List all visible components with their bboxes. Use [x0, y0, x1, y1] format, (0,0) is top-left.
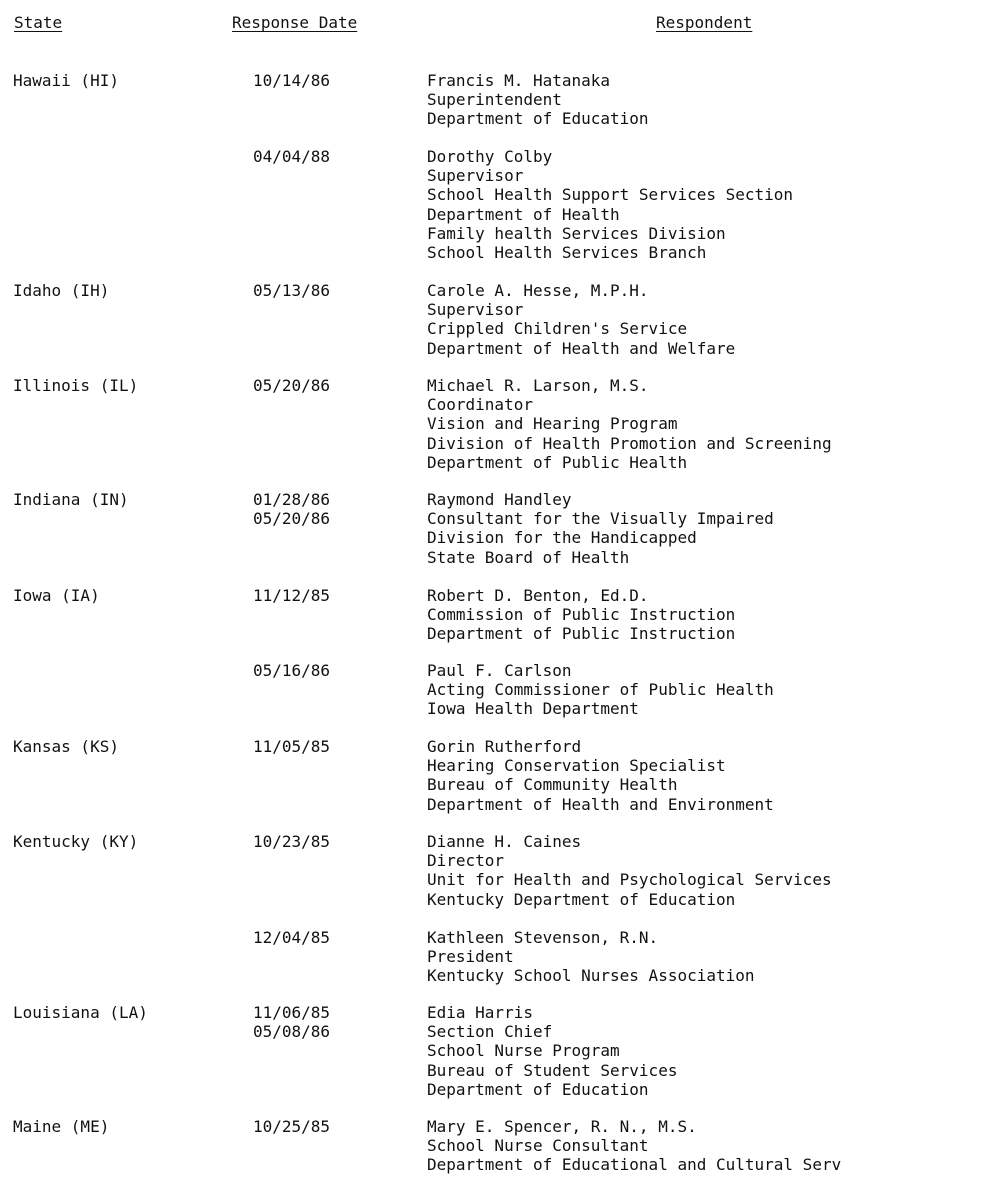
response-date: 05/16/86 [253, 661, 331, 680]
respondent-detail-line: Department of Education [427, 1079, 649, 1099]
response-dates [253, 376, 330, 395]
respondent-detail-line: Bureau of Community Health [427, 775, 678, 795]
respondent-detail-line: Division of Health Promotion and Screening [427, 433, 832, 453]
response-date: 05/08/86 [253, 1022, 331, 1042]
response-date: 04/04/88 [253, 147, 331, 166]
respondent-detail-line: Crippled Children's Service [427, 319, 688, 339]
respondent-detail-line: President [427, 947, 514, 967]
respondent-name: Gorin Rutherford [427, 737, 582, 756]
response-dates [253, 737, 330, 756]
respondent-detail-line: Supervisor [427, 166, 524, 186]
respondent-detail-line: Division for the Handicapped [427, 528, 697, 548]
response-date: 10/14/86 [253, 71, 331, 90]
response-date: 12/04/85 [253, 928, 331, 947]
respondent-block [427, 661, 867, 719]
state-name: Illinois (IL) [13, 376, 139, 395]
respondent-detail-line: Department of Public Instruction [427, 624, 736, 644]
response-dates [253, 928, 330, 947]
state-name: Hawaii (HI) [13, 71, 119, 90]
respondent-detail-line: Consultant for the Visually Impaired [427, 509, 774, 529]
respondent-detail-line: Family health Services Division [427, 223, 726, 243]
respondent-detail-line: Superintendent [427, 90, 562, 110]
respondent-detail-line: Vision and Hearing Program [427, 414, 678, 434]
respondent-name: Michael R. Larson, M.S. [427, 376, 649, 395]
header-respondent: Respondent [656, 13, 753, 32]
respondent-detail-line: Bureau of Student Services [427, 1060, 678, 1080]
respondent-detail-line: Acting Commissioner of Public Health [427, 680, 774, 700]
respondent-block [427, 376, 867, 472]
respondent-block [427, 1117, 867, 1175]
respondent-name: Paul F. Carlson [427, 661, 572, 680]
response-date: 10/25/85 [253, 1117, 331, 1136]
respondent-block [427, 586, 867, 644]
response-date: 05/20/86 [253, 509, 331, 529]
respondent-name: Dianne H. Caines [427, 832, 582, 851]
response-date: 11/12/85 [253, 586, 331, 605]
respondent-block [427, 928, 867, 986]
respondent-block [427, 737, 867, 814]
respondent-detail-line: Section Chief [427, 1022, 553, 1042]
respondent-detail-line: Department of Health and Environment [427, 794, 774, 814]
respondent-detail-line: School Health Support Services Section [427, 185, 794, 205]
respondent-detail-line: Director [427, 851, 505, 871]
respondent-name: Dorothy Colby [427, 147, 553, 166]
response-date: 11/06/85 [253, 1003, 331, 1022]
state-name: Iowa (IA) [13, 586, 100, 605]
state-name: Maine (ME) [13, 1117, 110, 1136]
response-date: 05/20/86 [253, 376, 331, 395]
respondent-detail-line: Unit for Health and Psychological Services [427, 870, 832, 890]
respondent-detail-line: School Nurse Program [427, 1041, 620, 1061]
respondent-name: Carole A. Hesse, M.P.H. [427, 281, 649, 300]
respondent-detail-line: Department of Educational and Cultural Serv [427, 1155, 842, 1175]
response-dates [253, 832, 330, 851]
respondent-block [427, 147, 867, 262]
response-dates [253, 586, 330, 605]
respondent-detail-line: Department of Health [427, 204, 620, 224]
state-name: Kansas (KS) [13, 737, 119, 756]
respondent-detail-line: Iowa Health Department [427, 699, 639, 719]
respondent-detail-line: Department of Education [427, 109, 649, 129]
respondent-detail-line: Kentucky School Nurses Association [427, 966, 755, 986]
response-date: 01/28/86 [253, 490, 331, 509]
respondent-detail-line: School Nurse Consultant [427, 1136, 649, 1156]
response-dates [253, 281, 330, 300]
respondent-detail-line: Hearing Conservation Specialist [427, 756, 726, 776]
header-state: State [14, 13, 63, 32]
respondent-detail-line: Department of Public Health [427, 452, 688, 472]
state-name: Louisiana (LA) [13, 1003, 148, 1022]
respondent-block [427, 832, 867, 909]
state-name: Kentucky (KY) [13, 832, 139, 851]
state-name: Indiana (IN) [13, 490, 129, 509]
respondent-detail-line: Department of Health and Welfare [427, 338, 736, 358]
respondent-name: Robert D. Benton, Ed.D. [427, 586, 649, 605]
response-dates [253, 1117, 330, 1136]
respondent-detail-line: Kentucky Department of Education [427, 889, 736, 909]
response-date: 05/13/86 [253, 281, 331, 300]
response-dates [253, 490, 330, 528]
response-dates [253, 147, 330, 166]
respondent-detail-line: Coordinator [427, 395, 533, 415]
respondent-detail-line: School Health Services Branch [427, 243, 707, 263]
response-date: 11/05/85 [253, 737, 331, 756]
respondent-name: Mary E. Spencer, R. N., M.S. [427, 1117, 697, 1136]
respondent-detail-line: Supervisor [427, 300, 524, 320]
state-name: Idaho (IH) [13, 281, 110, 300]
header-response-date: Response Date [232, 13, 358, 32]
respondent-block [427, 71, 867, 129]
respondent-detail-line: State Board of Health [427, 547, 630, 567]
respondent-name: Francis M. Hatanaka [427, 71, 611, 90]
response-dates [253, 1003, 330, 1041]
response-dates [253, 661, 330, 680]
respondent-block [427, 281, 867, 358]
response-dates [253, 71, 330, 90]
respondent-name: Kathleen Stevenson, R.N. [427, 928, 659, 947]
respondent-detail-line: Commission of Public Instruction [427, 605, 736, 625]
respondent-block [427, 1003, 867, 1099]
response-date: 10/23/85 [253, 832, 331, 851]
respondent-name: Raymond Handley [427, 490, 572, 509]
respondent-name: Edia Harris [427, 1003, 533, 1022]
respondent-block [427, 490, 867, 567]
